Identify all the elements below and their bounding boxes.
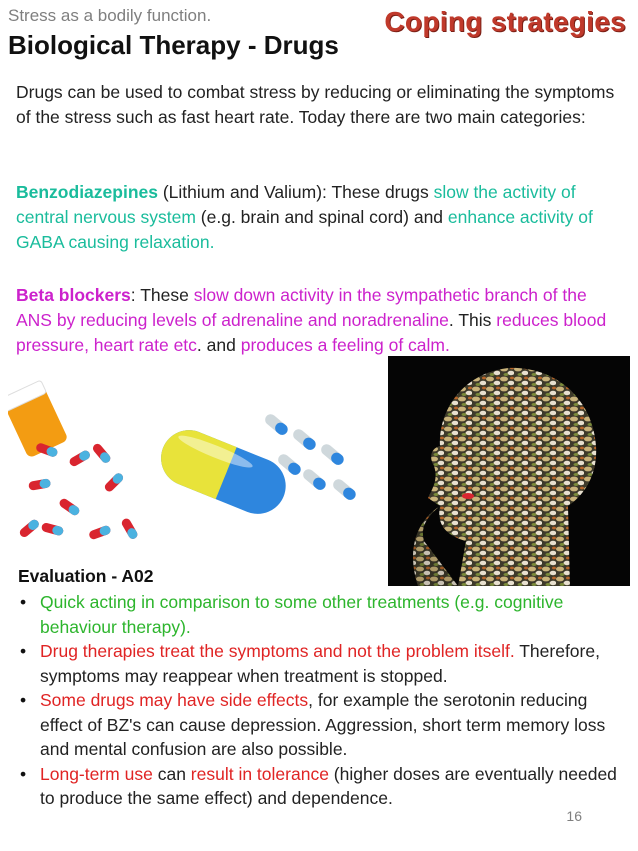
- intro-paragraph: Drugs can be used to combat stress by reducing or eliminating the symptoms of the stress such as fast heart rate. Today there are two main categories:: [16, 82, 615, 127]
- eval-point-3-highlight: Some drugs may have side effects: [40, 690, 309, 710]
- bullet-icon: •: [20, 641, 27, 661]
- held-pill: [462, 493, 474, 499]
- eval-point-1: Quick acting in comparison to some other treatments (e.g. cognitive behaviour therapy).: [40, 592, 564, 637]
- eval-point-3-text: , for example the serotonin reducing effect of BZ's can cause depression. Aggression, short term memory loss and mental confusion are also possible.: [40, 690, 606, 759]
- list-item: [18, 762, 618, 811]
- large-capsule-icon: [153, 422, 295, 523]
- benzo-text-2: (e.g. brain and spinal cord) and: [195, 207, 448, 227]
- beta-term: Beta blockers: [16, 285, 131, 305]
- beta-text-2: . This: [448, 310, 497, 330]
- beta-blockers-paragraph: [16, 283, 616, 358]
- list-item: [18, 639, 618, 688]
- benzo-highlight-1: slow the activity of central nervous system: [16, 182, 576, 227]
- benzo-term: Benzodiazepines: [16, 182, 158, 202]
- slide-title: Biological Therapy - Drugs: [8, 30, 339, 60]
- bullet-icon: •: [20, 690, 27, 710]
- benzodiazepines-paragraph: [16, 180, 616, 255]
- beta-highlight-1: slow down activity in the sympathetic branch of the ANS by reducing levels of adrenaline and noradrenaline: [16, 285, 587, 330]
- eval-point-2-text: Therefore, symptoms may reappear when treatment is stopped.: [40, 641, 600, 686]
- slide-subtitle: Stress as a bodily function.: [8, 6, 212, 25]
- beta-text-1: : These: [130, 285, 194, 305]
- benzo-highlight-2: enhance activity of GABA causing relaxation.: [16, 207, 593, 252]
- page-number: 16: [566, 808, 582, 824]
- pill-head-image: [388, 356, 630, 586]
- evaluation-heading: Evaluation - A02: [18, 566, 154, 586]
- beta-highlight-2: reduces blood pressure, heart rate etc: [16, 310, 607, 355]
- eval-point-2-highlight: Drug therapies treat the symptoms and not the problem itself.: [40, 641, 515, 661]
- beta-highlight-3: produces a feeling of calm.: [240, 335, 450, 355]
- eval-point-4-text-1: can: [152, 763, 191, 784]
- topic-badge: Coping strategies: [384, 6, 626, 37]
- beta-text-3: . and: [196, 335, 241, 355]
- evaluation-list: [18, 590, 618, 811]
- list-item: [18, 688, 618, 762]
- benzo-text-1: (Lithium and Valium): These drugs: [157, 182, 434, 202]
- eval-point-4-highlight-2: result in tolerance: [190, 763, 329, 784]
- eval-point-4-highlight-1: Long-term use: [40, 763, 153, 784]
- bullet-icon: •: [20, 763, 27, 784]
- bullet-icon: •: [20, 592, 27, 612]
- scattered-capsules: [18, 442, 139, 541]
- pills-illustration: [8, 372, 380, 562]
- eval-point-4-text-2: (higher doses are eventually needed to produce the same effect) and dependence.: [40, 763, 617, 808]
- list-item: [18, 590, 618, 639]
